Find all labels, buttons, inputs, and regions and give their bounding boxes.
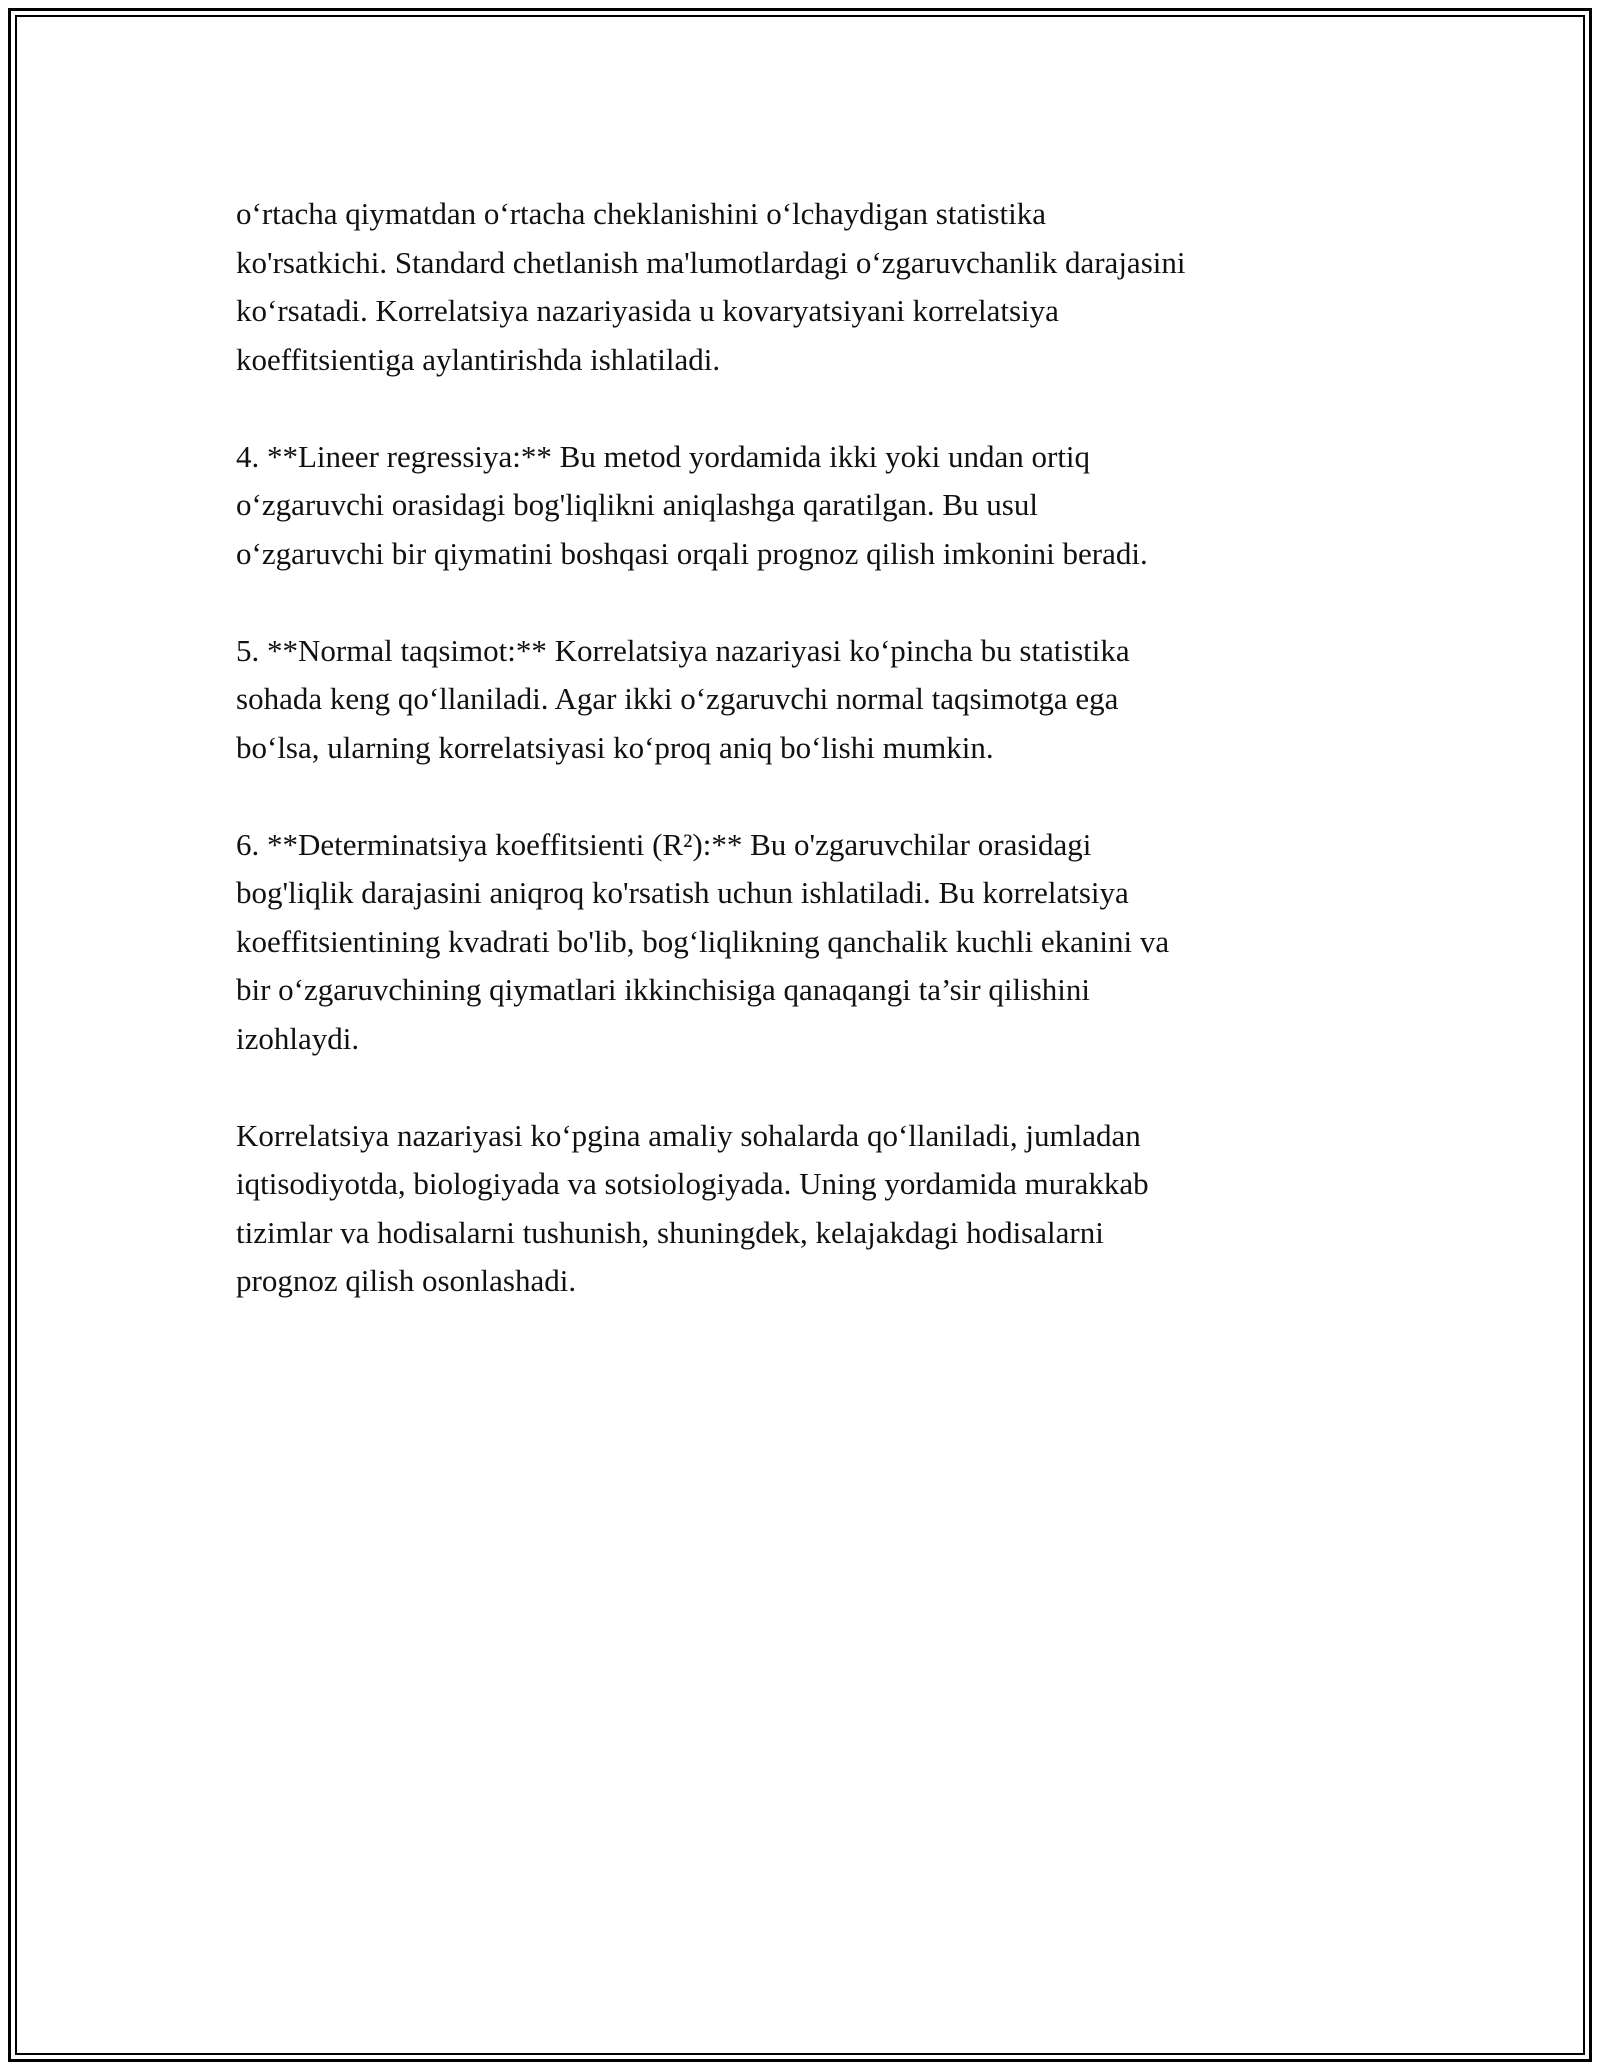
text-line: koeffitsientiga aylantirishda ishlatiladi. (236, 341, 721, 377)
text-line: iqtisodiyotda, biologiyada va sotsiologiyada. Uning yordamida murakkab (236, 1166, 1149, 1201)
text-line: 5. **Normal taqsimot:** Korrelatsiya nazariyasi ko‘pincha bu statistika (236, 632, 1130, 668)
text-line: bir o‘zgaruvchining qiymatlari ikkinchisiga qanaqangi ta’sir qilishini (236, 972, 1091, 1007)
text-line: o‘zgaruvchi bir qiymatini boshqasi orqali prognoz qilish imkonini beradi. (236, 535, 1148, 571)
text-line: bog'liqlik darajasini aniqroq ko'rsatish uchun ishlatiladi. Bu korrelatsiya (236, 875, 1129, 910)
paragraph-linear-regression (236, 433, 1386, 579)
paragraph-determination-coefficient (236, 821, 1386, 1064)
text-line: koeffitsientining kvadrati bo'lib, bog‘liqlikning qanchalik kuchli ekanini va (236, 923, 1170, 959)
text-line: o‘rtacha qiymatdan o‘rtacha cheklanishini o‘lchaydigan statistika (236, 196, 1047, 231)
document-body (236, 190, 1386, 1354)
text-line: bo‘lsa, ularning korrelatsiyasi ko‘proq aniq bo‘lishi mumkin. (236, 729, 994, 765)
paragraph-conclusion (236, 1112, 1386, 1306)
text-line: 6. **Determinatsiya koeffitsienti (R²):** Bu o'zgaruvchilar orasidagi (236, 826, 1092, 862)
text-line: tizimlar va hodisalarni tushunish, shuningdek, kelajakdagi hodisalarni (236, 1214, 1104, 1250)
text-line: 4. **Lineer regressiya:** Bu metod yordamida ikki yoki undan ortiq (236, 438, 1091, 474)
text-line: ko'rsatkichi. Standard chetlanish ma'lumotlardagi o‘zgaruvchanlik darajasini (236, 244, 1186, 280)
text-line: Korrelatsiya nazariyasi ko‘pgina amaliy sohalarda qo‘llaniladi, jumladan (236, 1117, 1141, 1153)
paragraph-normal-distribution (236, 627, 1386, 773)
text-line: prognoz qilish osonlashadi. (236, 1263, 577, 1298)
text-line: o‘zgaruvchi orasidagi bog'liqlikni aniqlashga qaratilgan. Bu usul (236, 487, 1038, 522)
text-line: ko‘rsatadi. Korrelatsiya nazariyasida u kovaryatsiyani korrelatsiya (236, 293, 1059, 328)
text-line: sohada keng qo‘llaniladi. Agar ikki o‘zgaruvchi normal taqsimotga ega (236, 681, 1119, 716)
paragraph-standard-deviation (236, 190, 1386, 384)
text-line: izohlaydi. (236, 1020, 360, 1056)
